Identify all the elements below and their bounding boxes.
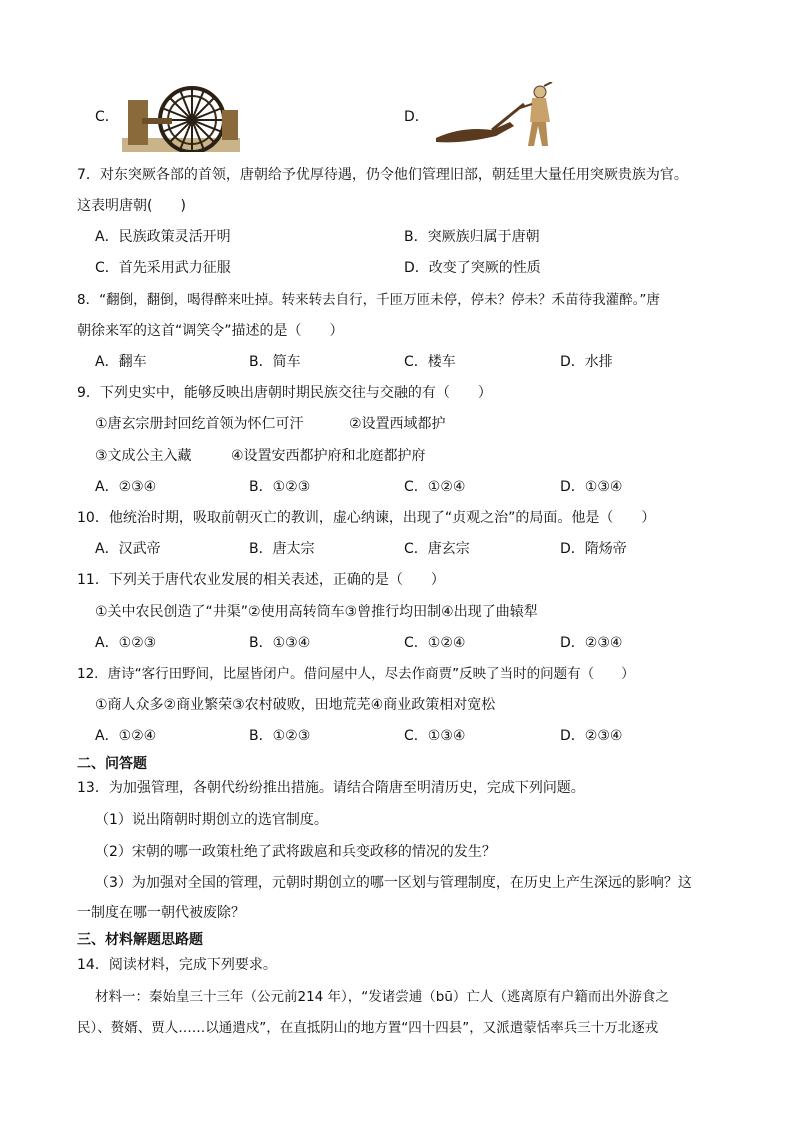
q7-option-a[interactable]: A．民族政策灵活开明 xyxy=(95,229,231,245)
section-2-title: 二、问答题 xyxy=(77,756,147,772)
q13-sub-1: （1）说出隋朝时期创立的选官制度。 xyxy=(95,812,328,828)
q11-stem: 11．下列关于唐代农业发展的相关表述，正确的是（ ） xyxy=(77,572,445,588)
q10-option-a[interactable]: A．汉武帝 xyxy=(95,541,161,557)
q13-sub-2: （2）宋朝的哪一政策杜绝了武将跋扈和兵变政移的情况的发生？ xyxy=(95,844,496,860)
q11-option-c[interactable]: C．①②④ xyxy=(404,635,466,651)
q10-option-b[interactable]: B．唐太宗 xyxy=(249,541,315,557)
q11-option-a[interactable]: A．①②③ xyxy=(95,635,157,651)
option-c-label: C． xyxy=(95,109,119,125)
q11-option-d[interactable]: D．②③④ xyxy=(560,635,623,651)
option-d-label: D． xyxy=(404,109,429,125)
q13-sub-3-line1: （3）为加强对全国的管理，元朝时期创立的哪一区划与管理制度，在历史上产生深远的影响？这 xyxy=(95,875,692,891)
q12-stem: 12．唐诗“客行田野间，比屋皆闭户。借问屋中人，尽去作商贾”反映了当时的问题有（ ） xyxy=(77,666,635,682)
q9-item-1: ①唐玄宗册封回纥首领为怀仁可汗 xyxy=(95,416,304,432)
q13-stem: 13．为加强管理，各朝代纷纷推出措施。请结合隋唐至明清历史，完成下列问题。 xyxy=(77,780,585,796)
q7-option-b[interactable]: B．突厥族归属于唐朝 xyxy=(404,229,540,245)
q9-item-3: ③文成公主入藏 xyxy=(95,448,192,464)
plough-image xyxy=(432,82,560,150)
q7-option-d[interactable]: D．改变了突厥的性质 xyxy=(404,260,541,276)
q10-stem: 10．他统治时期，吸取前朝灭亡的教训，虚心纳谏，出现了“贞观之治”的局面。他是（ ） xyxy=(77,510,656,526)
q9-option-d[interactable]: D．①③④ xyxy=(560,479,623,495)
q8-option-c[interactable]: C．楼车 xyxy=(404,354,456,370)
q12-items: ①商人众多②商业繁荣③农村破败，田地荒芜④商业政策相对宽松 xyxy=(95,697,496,713)
q9-item-4: ④设置安西都护府和北庭都护府 xyxy=(231,448,426,464)
q7-stem-line2: 这表明唐朝( ) xyxy=(77,198,186,214)
q9-item-2: ②设置西域都护 xyxy=(349,416,446,432)
q8-stem-line1: 8．“翻倒，翻倒，喝得醉来吐掉。转来转去自行，千匝万匝未停，停未？停未？禾苗待我灌醉。”唐 xyxy=(77,292,660,308)
q9-option-c[interactable]: C．①②④ xyxy=(404,479,466,495)
q10-option-d[interactable]: D．隋炀帝 xyxy=(560,541,627,557)
q9-option-b[interactable]: B．①②③ xyxy=(249,479,311,495)
q8-stem-line2: 朝徐来军的这首“调笑令”描述的是（ ） xyxy=(77,323,344,339)
q13-sub-3-line2: 一制度在哪一朝代被废除？ xyxy=(77,905,245,921)
waterwheel-image xyxy=(122,80,240,152)
q12-option-d[interactable]: D．②③④ xyxy=(560,728,623,744)
q12-option-c[interactable]: C．①③④ xyxy=(404,728,466,744)
q12-option-a[interactable]: A．①②④ xyxy=(95,728,157,744)
q11-option-b[interactable]: B．①③④ xyxy=(249,635,311,651)
section-3-title: 三、材料解题思路题 xyxy=(77,932,203,948)
q9-option-a[interactable]: A．②③④ xyxy=(95,479,157,495)
q8-option-d[interactable]: D．水排 xyxy=(560,354,613,370)
q12-option-b[interactable]: B．①②③ xyxy=(249,728,311,744)
q11-items: ①关中农民创造了“井渠”②使用高转筒车③曾推行均田制④出现了曲辕犁 xyxy=(95,604,538,620)
q10-option-c[interactable]: C．唐玄宗 xyxy=(404,541,470,557)
q7-stem-line1: 7．对东突厥各部的首领，唐朝给予优厚待遇，仍令他们管理旧部，朝廷里大量任用突厥贵族为官。 xyxy=(77,167,688,183)
q8-option-b[interactable]: B．简车 xyxy=(249,354,301,370)
q8-option-a[interactable]: A．翻车 xyxy=(95,354,147,370)
q9-stem: 9．下列史实中，能够反映出唐朝时期民族交往与交融的有（ ） xyxy=(77,385,492,401)
q14-material-1-line1: 材料一：秦始皇三十三年（公元前214 年），“发诸尝逋（bū）亡人（逃离原有户籍而出外游食之 xyxy=(95,989,669,1005)
q14-material-1-line2: 民）、赘婿、贾人……以通遣戍”，在直抵阴山的地方置“四十四县”，又派遣蒙恬率兵三十万北逐戎 xyxy=(77,1020,659,1036)
q7-option-c[interactable]: C．首先采用武力征服 xyxy=(95,260,231,276)
q14-stem: 14．阅读材料，完成下列要求。 xyxy=(77,957,277,973)
